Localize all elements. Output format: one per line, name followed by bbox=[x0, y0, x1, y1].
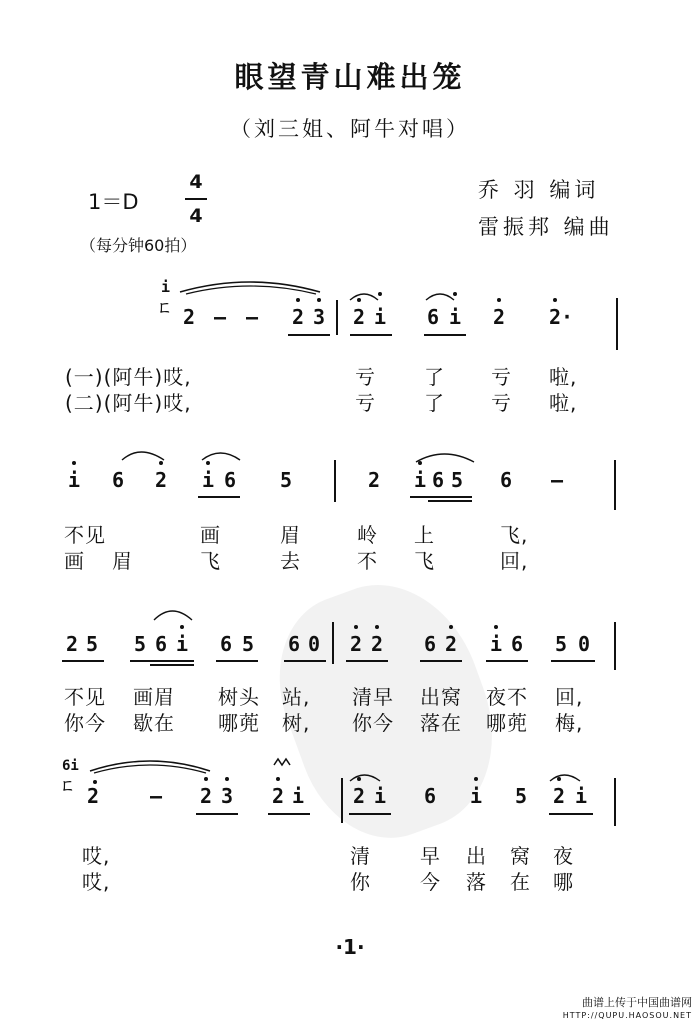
lyric: 不见 bbox=[64, 685, 106, 709]
octave-dot bbox=[418, 461, 422, 465]
octave-dot bbox=[557, 777, 561, 781]
lyric: 落在 bbox=[420, 711, 462, 735]
lyric: 亏 bbox=[491, 365, 512, 389]
octave-dot bbox=[354, 625, 358, 629]
note: i bbox=[68, 468, 81, 492]
note: 2 bbox=[445, 632, 458, 656]
lyric: 你 bbox=[350, 870, 371, 894]
lyric: 画 bbox=[64, 549, 85, 573]
lyric: 飞, bbox=[500, 523, 529, 547]
note: 2 bbox=[155, 468, 168, 492]
lyric: 歇在 bbox=[133, 711, 175, 735]
lyric: 清早 bbox=[352, 685, 394, 709]
note: 5 bbox=[242, 632, 255, 656]
lyric: 岭 bbox=[357, 523, 378, 547]
beam bbox=[288, 334, 330, 336]
beam bbox=[424, 334, 466, 336]
song-title: 眼望青山难出笼 bbox=[234, 60, 466, 94]
octave-dot bbox=[474, 777, 478, 781]
octave-dot bbox=[159, 461, 163, 465]
note: 5 bbox=[555, 632, 568, 656]
beam bbox=[486, 660, 528, 662]
note: 2 bbox=[292, 305, 305, 329]
time-signature bbox=[183, 168, 209, 230]
barline bbox=[336, 300, 338, 335]
note: 2 bbox=[368, 468, 381, 492]
octave-dot bbox=[93, 780, 97, 784]
note: 5 bbox=[86, 632, 99, 656]
note: i bbox=[490, 632, 503, 656]
note: 2 bbox=[493, 305, 506, 329]
note: 6 bbox=[424, 632, 437, 656]
grace-hook: ㄈ bbox=[60, 776, 76, 794]
octave-dot bbox=[72, 461, 76, 465]
note: 3 bbox=[221, 784, 234, 808]
lyric: 在 bbox=[510, 870, 531, 894]
lyric: 画 bbox=[200, 523, 221, 547]
note: 6 bbox=[511, 632, 524, 656]
octave-dot bbox=[225, 777, 229, 781]
lyric: 了 bbox=[424, 365, 445, 389]
lyric: 出窝 bbox=[420, 685, 462, 709]
grace-hook: ㄈ bbox=[157, 298, 173, 316]
octave-dot bbox=[453, 292, 457, 296]
footer-url[interactable]: HTTP://QUPU.HAOSOU.NET bbox=[562, 1011, 692, 1020]
note: i bbox=[202, 468, 215, 492]
octave-dot bbox=[494, 625, 498, 629]
lyric: 落 bbox=[466, 870, 487, 894]
lyric: 飞 bbox=[200, 549, 221, 573]
beam bbox=[350, 334, 392, 336]
note: 6 bbox=[155, 632, 168, 656]
note: i bbox=[374, 784, 387, 808]
octave-dot bbox=[276, 777, 280, 781]
note: 6 bbox=[288, 632, 301, 656]
note: 2 bbox=[353, 784, 366, 808]
lyric: 眉 bbox=[112, 549, 133, 573]
lyric: 梅, bbox=[555, 711, 584, 735]
page-number: ·1· bbox=[335, 935, 365, 959]
octave-dot bbox=[296, 298, 300, 302]
note: i bbox=[176, 632, 189, 656]
note: 2 bbox=[272, 784, 285, 808]
beam bbox=[268, 813, 310, 815]
note: 6 bbox=[112, 468, 125, 492]
lyric: 回, bbox=[555, 685, 584, 709]
grace-note: 6i bbox=[62, 758, 79, 774]
octave-dot bbox=[449, 625, 453, 629]
lyric: 画眉 bbox=[133, 685, 175, 709]
lyric: 树, bbox=[282, 711, 311, 735]
beam bbox=[216, 660, 258, 662]
lyric: 去 bbox=[280, 549, 301, 573]
note: 2 bbox=[183, 305, 196, 329]
time-signature-divider bbox=[185, 198, 207, 200]
lyric: 哪蔸 bbox=[218, 711, 260, 735]
site-footer bbox=[563, 996, 692, 1022]
octave-dot bbox=[206, 461, 210, 465]
barline bbox=[614, 622, 616, 670]
lyric: 树头 bbox=[218, 685, 260, 709]
note: — bbox=[150, 784, 163, 808]
octave-dot bbox=[553, 298, 557, 302]
note: 2 bbox=[87, 784, 100, 808]
lyric: 哪蔸 bbox=[486, 711, 528, 735]
beam bbox=[410, 496, 472, 498]
note: 2 bbox=[553, 784, 566, 808]
note: 2· bbox=[549, 305, 574, 329]
lyric-verse1: (一)(阿牛)哎, bbox=[65, 365, 192, 389]
octave-dot bbox=[357, 298, 361, 302]
lyric: 回, bbox=[500, 549, 529, 573]
key-signature: 1＝D bbox=[88, 190, 139, 214]
footer-text: 曲谱上传于中国曲谱网 bbox=[582, 996, 692, 1009]
note: 5 bbox=[515, 784, 528, 808]
octave-dot bbox=[204, 777, 208, 781]
beam bbox=[346, 660, 388, 662]
note: 2 bbox=[353, 305, 366, 329]
lyric: 哪 bbox=[553, 870, 574, 894]
beam bbox=[551, 660, 595, 662]
time-signature-top: 4 bbox=[189, 171, 203, 193]
beam bbox=[349, 813, 391, 815]
note: 6 bbox=[432, 468, 445, 492]
lyric: 夜 bbox=[553, 844, 574, 868]
note: i bbox=[292, 784, 305, 808]
beam bbox=[420, 660, 462, 662]
time-signature-bottom: 4 bbox=[189, 205, 203, 227]
octave-dot bbox=[497, 298, 501, 302]
note: 0 bbox=[308, 632, 321, 656]
note: — bbox=[551, 468, 564, 492]
lyricist-credit: 乔 羽 编词 bbox=[478, 178, 600, 202]
lyric: 你今 bbox=[64, 711, 106, 735]
note: 0 bbox=[578, 632, 591, 656]
lyric: 啦, bbox=[549, 391, 578, 415]
barline bbox=[614, 460, 616, 510]
note: 2 bbox=[66, 632, 79, 656]
note: 5 bbox=[134, 632, 147, 656]
beam bbox=[130, 660, 194, 662]
note: 5 bbox=[280, 468, 293, 492]
note: 2 bbox=[200, 784, 213, 808]
barline bbox=[616, 298, 618, 350]
note: i bbox=[470, 784, 483, 808]
octave-dot bbox=[317, 298, 321, 302]
note: 6 bbox=[220, 632, 233, 656]
barline bbox=[332, 622, 334, 664]
beam bbox=[549, 813, 593, 815]
note: i bbox=[449, 305, 462, 329]
composer-credit: 雷振邦 编曲 bbox=[478, 215, 614, 239]
lyric: 上 bbox=[414, 523, 435, 547]
lyric: 亏 bbox=[355, 365, 376, 389]
note: — bbox=[246, 305, 259, 329]
lyric: 出 bbox=[466, 844, 487, 868]
song-subtitle: （刘三姐、阿牛对唱） bbox=[230, 117, 470, 141]
lyric: 站, bbox=[282, 685, 311, 709]
grace-note: i bbox=[161, 278, 171, 296]
barline bbox=[334, 460, 336, 502]
lyric: 你今 bbox=[352, 711, 394, 735]
note: i bbox=[414, 468, 427, 492]
lyric: 夜不 bbox=[486, 685, 528, 709]
note: 3 bbox=[313, 305, 326, 329]
lyric: 不见 bbox=[64, 523, 106, 547]
row3-slur bbox=[150, 598, 210, 628]
lyric: 了 bbox=[424, 391, 445, 415]
note: 6 bbox=[224, 468, 237, 492]
note: i bbox=[374, 305, 387, 329]
note: 5 bbox=[451, 468, 464, 492]
lyric: 早 bbox=[420, 844, 441, 868]
octave-dot bbox=[378, 292, 382, 296]
octave-dot bbox=[357, 777, 361, 781]
note: 2 bbox=[371, 632, 384, 656]
lyric: 今 bbox=[420, 870, 441, 894]
beam bbox=[284, 660, 326, 662]
barline bbox=[614, 778, 616, 826]
lyric: 亏 bbox=[491, 391, 512, 415]
note: 6 bbox=[427, 305, 440, 329]
lyric-verse2: (二)(阿牛)哎, bbox=[65, 391, 192, 415]
note: 6 bbox=[424, 784, 437, 808]
lyric: 不 bbox=[357, 549, 378, 573]
lyric: 亏 bbox=[355, 391, 376, 415]
note: 2 bbox=[350, 632, 363, 656]
lyric: 哎, bbox=[82, 870, 111, 894]
tempo-marking: （每分钟60拍） bbox=[80, 236, 197, 255]
lyric: 飞 bbox=[414, 549, 435, 573]
lyric: 窝 bbox=[510, 844, 531, 868]
lyric: 眉 bbox=[280, 523, 301, 547]
beam bbox=[62, 660, 104, 662]
beam bbox=[428, 500, 472, 502]
note: i bbox=[575, 784, 588, 808]
barline bbox=[341, 778, 343, 823]
lyric: 清 bbox=[350, 844, 371, 868]
beam bbox=[196, 813, 238, 815]
note: 6 bbox=[500, 468, 513, 492]
lyric: 啦, bbox=[549, 365, 578, 389]
octave-dot bbox=[375, 625, 379, 629]
beam bbox=[198, 496, 240, 498]
octave-dot bbox=[180, 625, 184, 629]
note: — bbox=[214, 305, 227, 329]
lyric: 哎, bbox=[82, 844, 111, 868]
beam bbox=[150, 664, 194, 666]
